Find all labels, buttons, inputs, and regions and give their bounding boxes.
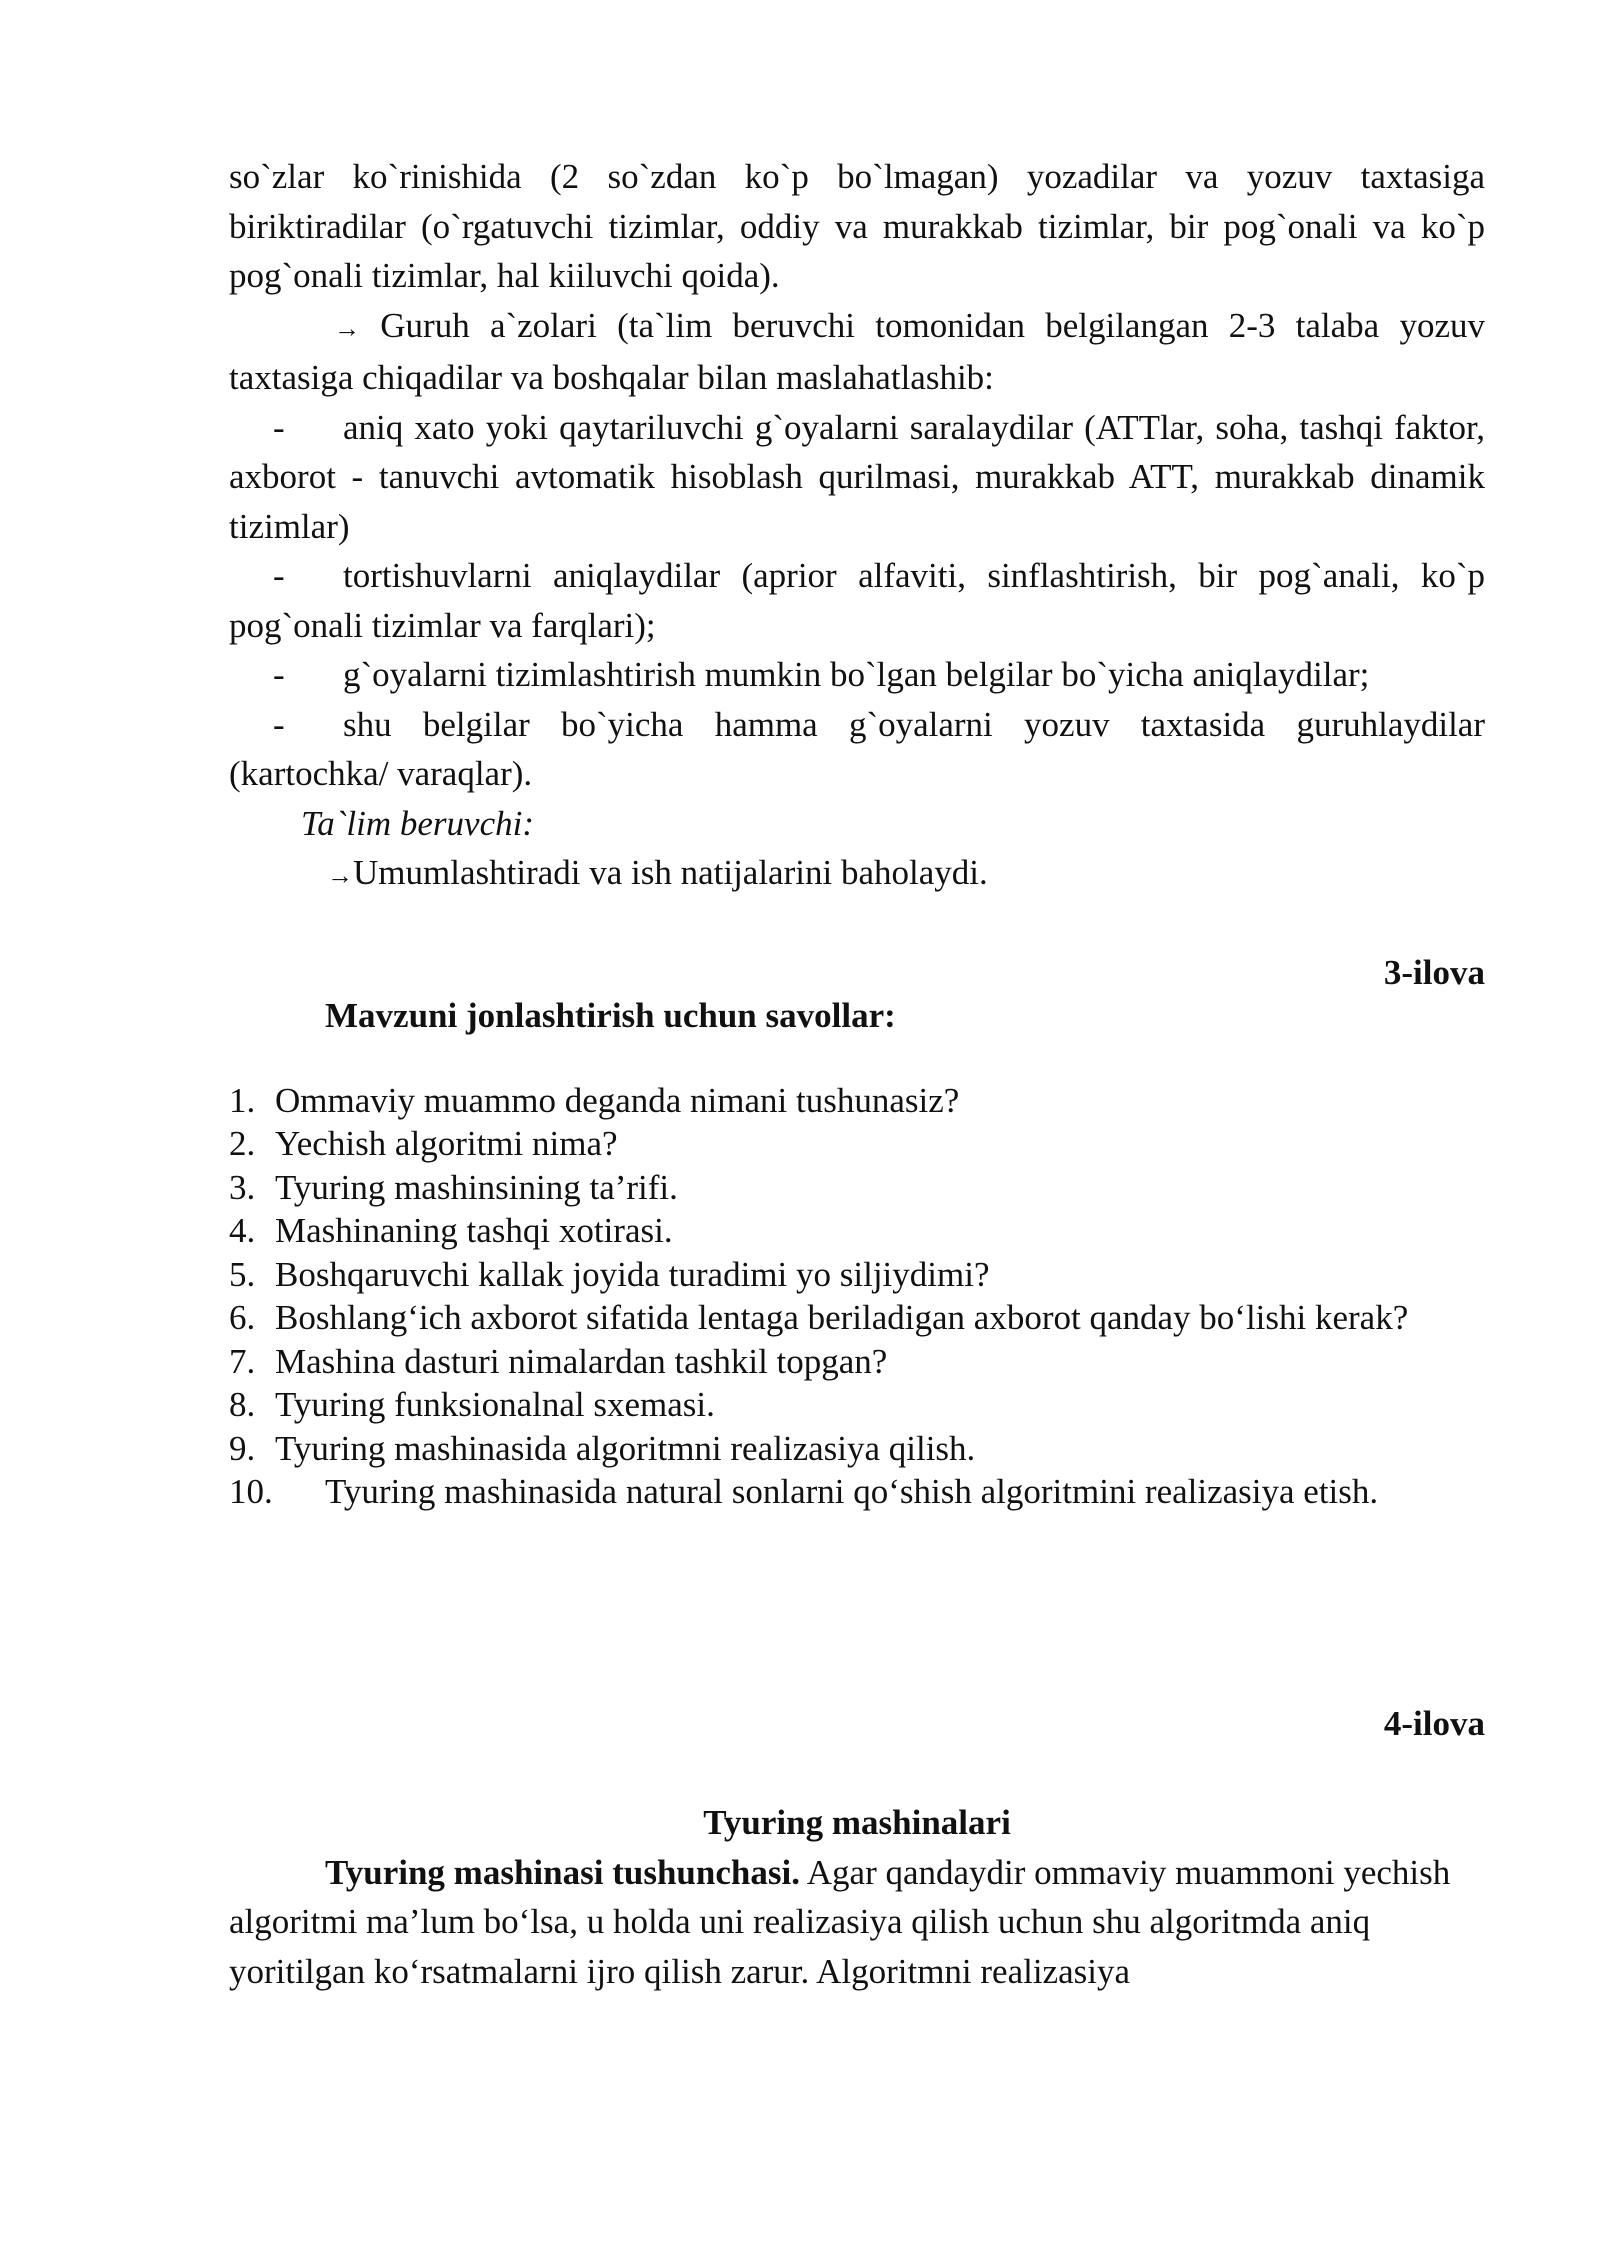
bullet-item xyxy=(229,403,1485,552)
list-text: Yechish algoritmi nima? xyxy=(275,1124,618,1163)
document-page xyxy=(229,152,1485,1996)
appendix-3-label: 3-ilova xyxy=(1383,952,1485,992)
list-text: Tyuring mashinasida algoritmni realizasiya qilish. xyxy=(275,1428,976,1468)
appendix-4-label: 4-ilova xyxy=(1383,1703,1485,1743)
list-text: Tyuring mashinsining ta’rifi. xyxy=(275,1167,678,1207)
body-text: Agar qandaydir ommaviy muammoni yechish algoritmi ma’lum bo‘lsa, u holda uni realizasiya qilish uchun shu algoritmda aniq yoritilgan ko‘rsatmalarni ijro qilish zarur. Algoritmni realizasiya xyxy=(229,1852,1451,1991)
list-text: Tyuring mashinasida natural sonlarni qo‘shish algoritmini realizasiya etish. xyxy=(325,1472,1379,1511)
section-title: Tyuring mashinalari xyxy=(703,1803,1011,1842)
lead-term: Tyuring mashinasi tushunchasi. xyxy=(325,1852,800,1892)
body-paragraph xyxy=(229,1848,1485,1997)
group-members-paragraph xyxy=(229,301,1485,403)
list-item xyxy=(229,1079,1485,1123)
bullet-text: tortishuvlarni aniqlaydilar (aprior alfaviti, sinflashtirish, bir pog`anali, ko`p pog`onali tizimlar va farqlari); xyxy=(229,556,1485,645)
list-number: 2. xyxy=(229,1124,256,1163)
arrow-icon: → xyxy=(327,861,353,890)
bullet-item xyxy=(229,551,1485,650)
bullet-text: shu belgilar bo`yicha hamma g`oyalarni yozuv taxtasida guruhlaydilar (kartochka/ varaqlar). xyxy=(229,704,1485,793)
list-item xyxy=(229,1340,1485,1384)
list-text: Mashina dasturi nimalardan tashkil topgan? xyxy=(275,1341,888,1381)
list-item xyxy=(229,1383,1485,1427)
list-number: 5. xyxy=(229,1254,256,1294)
teacher-label-text: Ta`lim beruvchi: xyxy=(301,803,534,843)
bullet-item xyxy=(229,700,1485,799)
questions-list xyxy=(229,1079,1485,1514)
dash-marker: - xyxy=(273,556,285,595)
list-item xyxy=(229,1296,1485,1340)
list-number: 9. xyxy=(229,1428,256,1468)
teacher-action-text: Umumlashtiradi va ish natijalarini baholaydi. xyxy=(353,853,988,892)
bullet-item xyxy=(229,650,1485,700)
list-item xyxy=(229,1166,1485,1210)
list-number: 8. xyxy=(229,1385,256,1424)
appendix-3-heading: Mavzuni jonlashtirish uchun savollar: xyxy=(325,996,896,1035)
intro-paragraph: so`zlar ko`rinishida (2 so`zdan ko`p bo`lmagan) yozadilar va yozuv taxtasiga biriktiradilar (o`rgatuvchi tizimlar, oddiy va murakkab tizimlar, bir pog`onali va ko`p pog`onali tizimlar, hal kiiluvchi qoida). xyxy=(229,157,1485,295)
group-members-text: Guruh a`zolari (ta`lim beruvchi tomonidan belgilangan 2-3 talaba yozuv taxtasiga chiqadilar va boshqalar bilan maslahatlashib: xyxy=(229,305,1486,397)
dash-marker: - xyxy=(273,704,285,744)
arrow-icon: → xyxy=(334,313,360,343)
list-text: Ommaviy muammo deganda nimani tushunasiz? xyxy=(275,1080,960,1120)
list-text: Boshlang‘ich axborot sifatida lentaga beriladigan axborot qanday bo‘lishi kerak? xyxy=(275,1298,1409,1337)
list-number: 1. xyxy=(229,1080,256,1120)
list-number: 10. xyxy=(229,1472,273,1511)
list-number: 3. xyxy=(229,1167,256,1207)
list-text: Boshqaruvchi kallak joyida turadimi yo siljiydimi? xyxy=(275,1254,990,1294)
list-item xyxy=(229,1427,1485,1471)
list-number: 4. xyxy=(229,1211,256,1250)
list-text: Mashinaning tashqi xotirasi. xyxy=(275,1211,673,1250)
list-item xyxy=(229,1470,1485,1514)
list-text: Tyuring funksionalnal sxemasi. xyxy=(275,1385,715,1424)
teacher-action xyxy=(229,848,1485,901)
bullet-text: aniq xato yoki qaytariluvchi g`oyalarni saralaydilar (ATTlar, soha, tashqi faktor, axborot - tanuvchi avtomatik hisoblash qurilmasi, murakkab ATT, murakkab dinamik tizimlar) xyxy=(229,407,1485,546)
dash-marker: - xyxy=(273,407,285,447)
list-item xyxy=(229,1209,1485,1253)
dash-marker: - xyxy=(273,655,285,694)
list-number: 7. xyxy=(229,1341,256,1381)
list-item xyxy=(229,1122,1485,1166)
list-number: 6. xyxy=(229,1298,256,1337)
teacher-label xyxy=(229,799,1485,849)
list-item xyxy=(229,1253,1485,1297)
bullet-text: g`oyalarni tizimlashtirish mumkin bo`lgan belgilar bo`yicha aniqlaydilar; xyxy=(343,655,1370,694)
